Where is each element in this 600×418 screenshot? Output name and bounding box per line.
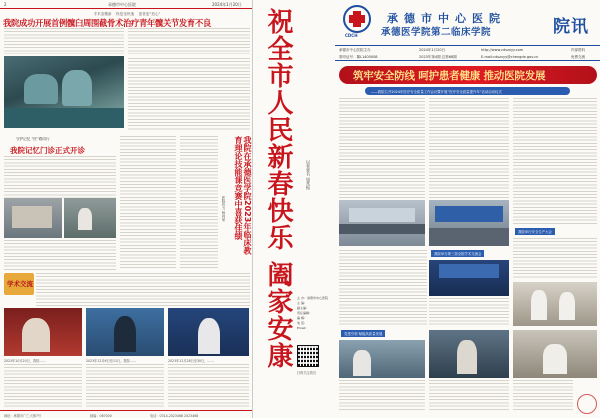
party-photo-3 [513, 330, 597, 378]
clinic-photo-1 [4, 198, 62, 238]
lead-text-1 [4, 28, 124, 54]
academic-text [429, 298, 509, 326]
header-date: 2024年1月20日 [212, 2, 242, 7]
exchange-col-2 [86, 364, 164, 408]
meta-permit: 准印证号：冀L1400008 [339, 55, 378, 59]
info-line: 责任编辑： [297, 311, 313, 315]
section2-title: 我院记忆门诊正式开诊 [10, 146, 85, 155]
meta-row-1 [335, 45, 600, 53]
exchange-photo-2 [86, 308, 164, 356]
meta-website: http://www.cdszxyy.com [481, 48, 524, 52]
page-number: 2 [4, 2, 7, 7]
tag-safety-meeting: 我院举行安全生产大会 [515, 228, 555, 235]
middle-strip [253, 0, 335, 418]
meeting-photo-1 [339, 200, 425, 246]
left-footer [0, 410, 253, 418]
exchange-text [36, 273, 250, 307]
sub-banner-text: ——我院召开2024年医疗安全质量工作会议暨开展“医疗安全质量提升年”活动启动仪式 [371, 90, 502, 94]
photo-caption-1: 2023年10月20日，我院…… [4, 359, 46, 363]
lead-text-2 [128, 28, 250, 54]
award-headline: 我院在承德医学院2023年临床教育理论技能课竞赛中喜获佳绩 [234, 136, 252, 255]
lead-banner [339, 66, 597, 84]
qr-code[interactable] [297, 345, 319, 367]
exchange-photo-1 [4, 308, 82, 356]
subhead-2: 恢复室快速 [116, 12, 135, 16]
meta-issue: 2023年第4期 总第68期 [419, 55, 457, 59]
section2-kicker: 守护记忆 “医”路同行 [16, 137, 50, 141]
column-badge [4, 273, 34, 295]
qr-caption: 扫码关注我们 [297, 371, 317, 375]
tag-academic: 我院举办第三届全院学术交流会 [431, 250, 484, 257]
banner-headline: 筑牢安全防线 呵护患者健康 推动医院发展 [353, 70, 546, 82]
left-page [0, 0, 253, 418]
safety-text [513, 238, 597, 278]
bottom-col-2 [429, 380, 509, 410]
meeting-photo-2 [429, 200, 509, 246]
exchange-photo-3 [168, 308, 249, 356]
subhead-1: 手术室搬新 [93, 12, 112, 16]
meta-email: E-mail:cdszxyy@chengde.gov.cn [481, 55, 539, 59]
sub-banner [365, 87, 570, 95]
exchange-col-1 [4, 364, 82, 408]
info-line: 副主编： [297, 306, 310, 310]
watermark-seal-icon [577, 394, 597, 414]
new-year-slogan: 祝全市人民新春快乐 阖家安康 [263, 8, 293, 370]
party-photo-2 [429, 330, 509, 378]
left-page-header [0, 0, 253, 9]
meta-internal: 内部资料 [571, 48, 585, 52]
slogan-credits: 以者胥书 旭兆振 [306, 160, 311, 190]
subhead-3: 患者更“放心” [138, 12, 161, 16]
paper-title: 院讯 [553, 17, 589, 37]
meta-free: 免费交流 [571, 55, 585, 59]
photo-caption-3: 2023年12月28日至30日，…… [168, 359, 214, 363]
bottom-col-3 [513, 380, 573, 410]
right-page [335, 0, 600, 418]
header-hospital: 承德市中心医院 [108, 2, 136, 7]
logo-label: CDCH [345, 33, 358, 38]
clinic-photo-2 [64, 198, 116, 238]
academic-photo [429, 260, 509, 296]
masthead [335, 0, 600, 44]
section2-text-1 [4, 156, 116, 198]
lead-col-3 [513, 98, 597, 226]
info-line: Email： [297, 326, 309, 330]
party-photo-1 [339, 340, 425, 378]
exchange-col-3 [168, 364, 249, 408]
info-line: 主 编： [297, 301, 307, 305]
column-title: 学术交流 [7, 280, 33, 288]
footer-address: 地址：承德市广仁大街7号 [4, 414, 42, 418]
award-text-right [180, 136, 218, 270]
footer-zip: 邮编：067000 [90, 414, 112, 418]
lead-headline: 我院成功开展首例髋臼周围截骨术治疗青年髋关节发育不良 [3, 18, 211, 28]
hospital-name-1: 承德市中心医院 [387, 12, 506, 25]
info-line: 电 话： [297, 321, 307, 325]
meta-row-2 [335, 53, 600, 61]
info-line: 主 办：承德市中心医院 [297, 296, 328, 300]
hospital-name-2: 承德医学院第二临床学院 [381, 27, 492, 38]
hospital-logo-icon [343, 5, 371, 33]
meta-publisher: 承德市中心医院主办 [339, 48, 371, 52]
award-byline: 医院有力 杨向荣 [222, 196, 226, 222]
bottom-col-1 [339, 380, 425, 410]
lead-col-2 [429, 98, 509, 198]
ward-photo [513, 282, 597, 326]
footer-phone: 电话：0314-2023468 2023468 [150, 414, 199, 418]
editorial-info [297, 296, 333, 331]
surgery-photo [4, 56, 124, 128]
left-col-text [339, 250, 427, 326]
tag-party: 党建引领 赋能高质量发展 [341, 330, 385, 337]
lead-text-3 [128, 58, 250, 130]
lead-col-1 [339, 98, 425, 198]
section2-text-2 [4, 240, 116, 270]
info-line: 编 辑： [297, 316, 307, 320]
meta-date: 2024年1月20日 [419, 48, 446, 52]
award-text-left [120, 136, 176, 270]
photo-caption-2: 2023年12月6日至11日，我院…… [86, 359, 137, 363]
